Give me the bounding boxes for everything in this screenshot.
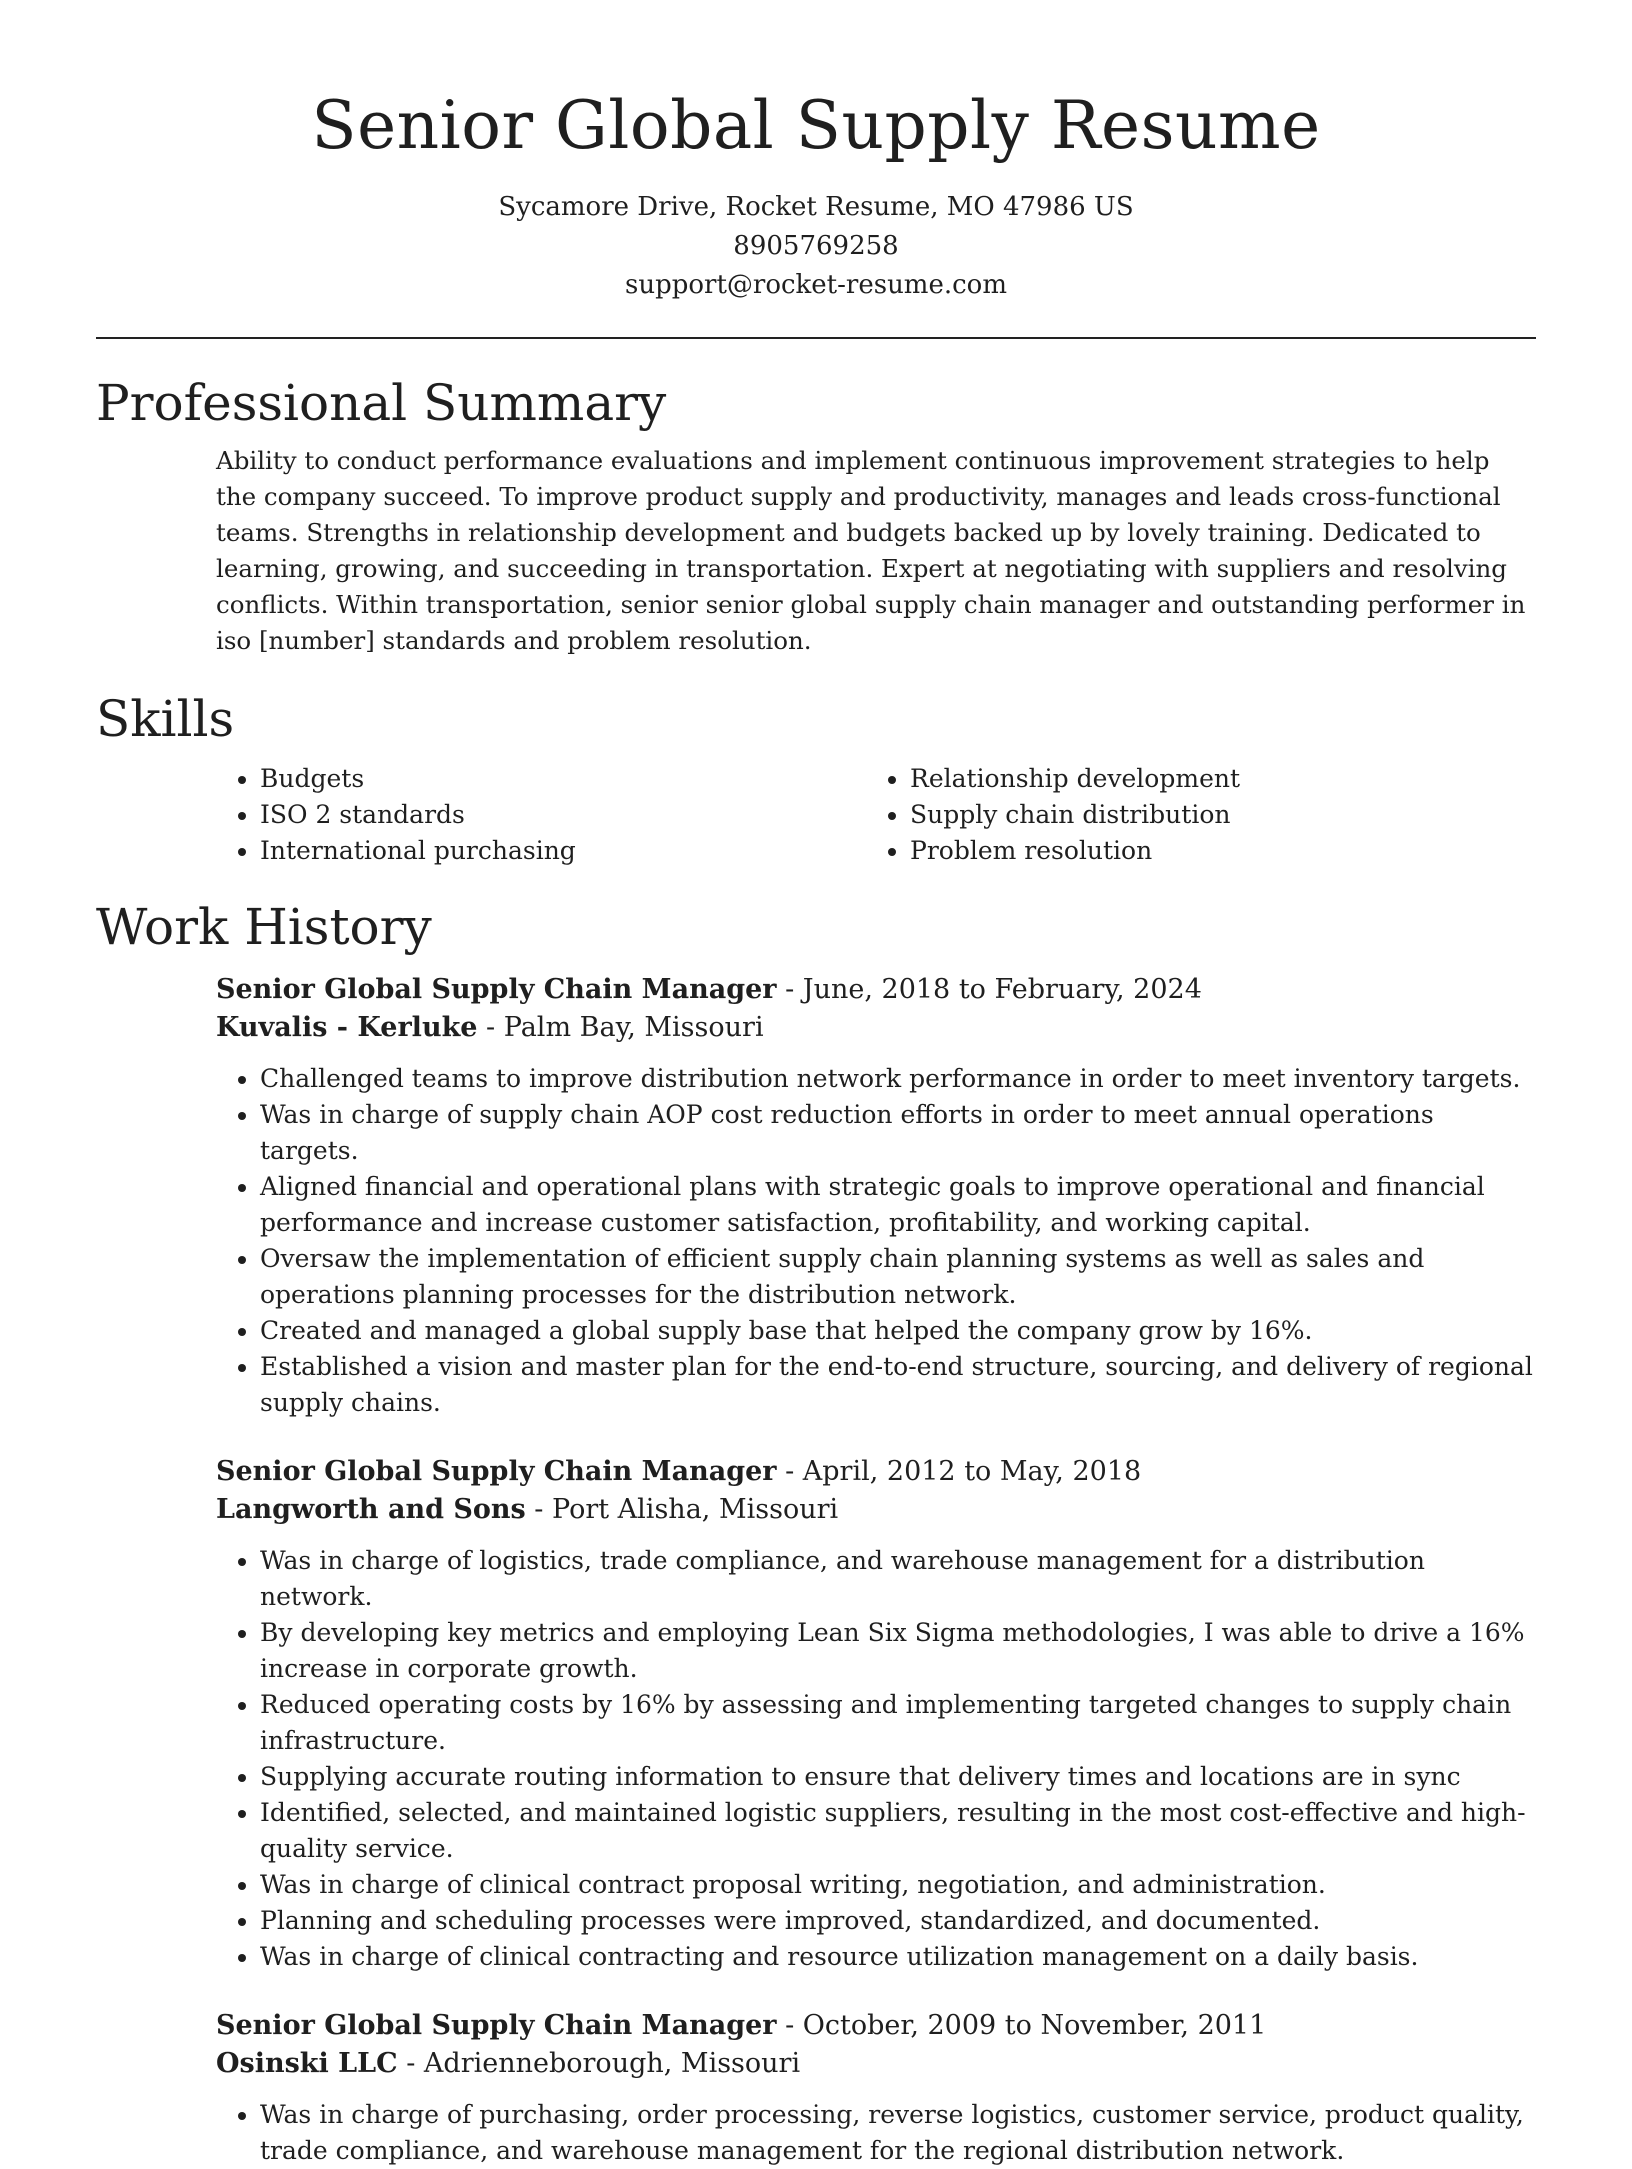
skill-item: • Budgets [260,761,866,797]
job-title-line [216,1453,1536,1491]
job-company: Osinski LLC [216,2048,398,2079]
skill-item: • International purchasing [260,833,866,869]
job-entry [216,2007,1536,2169]
job-bullet: • Was in charge of supply chain AOP cost reduction efforts in order to meet annual operations targets. [260,1097,1536,1169]
contact-block [96,188,1536,305]
skills-column-right [866,761,1516,869]
job-title-line [216,971,1536,1009]
job-bullet: • Identified, selected, and maintained logistic suppliers, resulting in the most cost-effective and high-quality service. [260,1795,1536,1867]
resume-title: Senior Global Supply Resume [311,87,1321,164]
job-company-line [216,2045,1536,2083]
job-entry [216,971,1536,1421]
job-bullet: • Planning and scheduling processes were improved, standardized, and documented. [260,1903,1536,1939]
contact-phone: 8905769258 [733,231,899,261]
skill-item: • Supply chain distribution [910,797,1516,833]
job-title: Senior Global Supply Chain Manager [216,2010,777,2041]
job-bullet: • By developing key metrics and employing Lean Six Sigma methodologies, I was able to drive a 16% increase in corporate growth. [260,1615,1536,1687]
job-bullet: • Created and managed a global supply base that helped the company grow by 16%. [260,1313,1536,1349]
summary-heading: Professional Summary [96,374,667,432]
job-location: - Adrienneborough, Missouri [397,2048,801,2079]
job-bullets [216,1061,1536,1421]
contact-email: support@rocket-resume.com [624,270,1007,300]
job-title: Senior Global Supply Chain Manager [216,974,777,1005]
job-bullets [216,1543,1536,1975]
job-company-line [216,1009,1536,1047]
skill-item: • ISO 2 standards [260,797,866,833]
job-company-line [216,1491,1536,1529]
job-company: Kuvalis - Kerluke [216,1012,478,1043]
resume-page [96,0,1536,2169]
skills-column-left [216,761,866,869]
job-bullet: • Established a vision and master plan for the end-to-end structure, sourcing, and delivery of regional supply chains. [260,1349,1536,1421]
summary-text: Ability to conduct performance evaluations and implement continuous improvement strategies to help the company succeed. To improve product supply and productivity, manages and leads cross-functional teams. Strengths in relationship development and budgets backed up by lovely training. Dedicated to learning, growing, and succeeding in transportation. Expert at negotiating with suppliers and resolving conflicts. Within transportation, senior senior global supply chain manager and outstanding performer in iso [number] standards and problem resolution. [216,446,1526,655]
job-bullet: • Supplying accurate routing information to ensure that delivery times and locations are in sync [260,1759,1536,1795]
job-bullet: • Was in charge of clinical contracting and resource utilization management on a daily basis. [260,1939,1536,1975]
job-entry [216,1453,1536,1975]
job-dates: - June, 2018 to February, 2024 [776,974,1202,1005]
job-bullet: • Was in charge of clinical contract proposal writing, negotiation, and administration. [260,1867,1536,1903]
job-bullet: • Was in charge of logistics, trade compliance, and warehouse management for a distribution network. [260,1543,1536,1615]
job-dates: - April, 2012 to May, 2018 [776,1456,1142,1487]
job-bullet: • Challenged teams to improve distribution network performance in order to meet inventory targets. [260,1061,1536,1097]
skills-heading: Skills [96,690,235,748]
contact-address: Sycamore Drive, Rocket Resume, MO 47986 US [498,192,1134,222]
job-dates: - October, 2009 to November, 2011 [776,2010,1267,2041]
skill-item: • Relationship development [910,761,1516,797]
job-bullet: • Reduced operating costs by 16% by assessing and implementing targeted changes to supply chain infrastructure. [260,1687,1536,1759]
skill-item: • Problem resolution [910,833,1516,869]
job-location: - Palm Bay, Missouri [477,1012,764,1043]
job-bullets [216,2097,1536,2169]
job-title: Senior Global Supply Chain Manager [216,1456,777,1487]
work-history-heading: Work History [96,898,432,956]
header-divider [96,337,1536,339]
job-company: Langworth and Sons [216,1494,526,1525]
job-bullet: • Was in charge of purchasing, order processing, reverse logistics, customer service, product quality, trade compliance, and warehouse management for the regional distribution network. [260,2097,1536,2169]
job-location: - Port Alisha, Missouri [525,1494,839,1525]
job-bullet: • Oversaw the implementation of efficient supply chain planning systems as well as sales and operations planning processes for the distribution network. [260,1241,1536,1313]
job-bullet: • Aligned financial and operational plans with strategic goals to improve operational and financial performance and increase customer satisfaction, profitability, and working capital. [260,1169,1536,1241]
job-title-line [216,2007,1536,2045]
skills-list [216,761,1536,869]
